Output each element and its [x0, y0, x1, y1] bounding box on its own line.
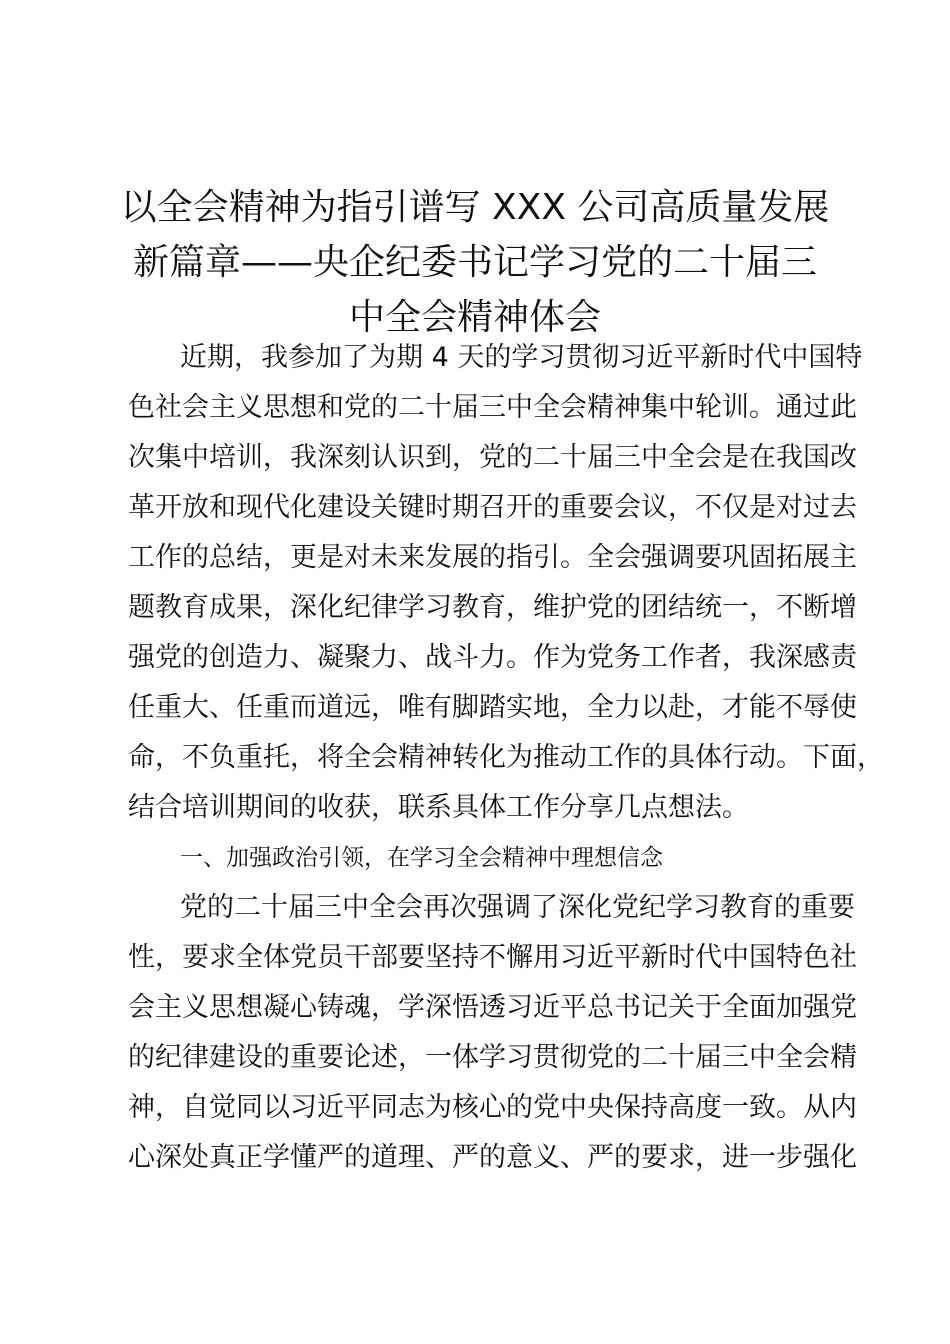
paragraph-2-line-5: 神，自觉同以习近平同志为核心的党中央保持高度一致。从内 [128, 1092, 857, 1123]
paragraph-2-line-3: 会主义思想凝心铸魂，学深悟透习近平总书记关于全面加强党 [128, 992, 857, 1023]
title-line-3: 中全会精神体会 [348, 297, 601, 338]
paragraph-1-line-7: 强党的创造力、凝聚力、战斗力。作为党务工作者，我深感责 [128, 642, 857, 673]
title-line-2: 新篇章——央企纪委书记学习党的二十届三 [132, 242, 817, 283]
document-title [100, 180, 850, 345]
paragraph-1-line-8: 任重大、任重而道远，唯有脚踏实地，全力以赴，才能不辱使 [128, 692, 857, 723]
paragraph-2-line-4: 的纪律建设的重要论述，一体学习贯彻党的二十届三中全会精 [128, 1042, 857, 1073]
title-line-1: 以全会精神为指引谱写 XXX 公司高质量发展 [120, 187, 830, 228]
paragraph-1-line-2: 色社会主义思想和党的二十届三中全会精神集中轮训。通过此 [128, 392, 857, 423]
paragraph-1-line-4: 革开放和现代化建设关键时期召开的重要会议，不仅是对过去 [128, 492, 857, 523]
paragraph-1-line-1: 近期，我参加了为期 4 天的学习贯彻习近平新时代中国特 [180, 342, 863, 373]
paragraph-1-line-5: 工作的总结，更是对未来发展的指引。全会强调要巩固拓展主 [128, 542, 857, 573]
paragraph-1-line-10: 结合培训期间的收获，联系具体工作分享几点想法。 [128, 792, 749, 823]
section-heading-1: 一、加强政治引领，在学习全会精神中理想信念 [180, 845, 663, 871]
document-body [128, 333, 884, 1183]
paragraph-1-line-3: 次集中培训，我深刻认识到，党的二十届三中全会是在我国改 [128, 442, 857, 473]
paragraph-1-line-6: 题教育成果，深化纪律学习教育，维护党的团结统一，不断增 [128, 592, 857, 623]
paragraph-2-line-1: 党的二十届三中全会再次强调了深化党纪学习教育的重要 [180, 892, 855, 923]
paragraph-2-line-2: 性，要求全体党员干部要坚持不懈用习近平新时代中国特色社 [128, 942, 857, 973]
paragraph-2-line-6: 心深处真正学懂严的道理、严的意义、严的要求，进一步强化 [128, 1142, 857, 1173]
paragraph-1-line-9: 命，不负重托，将全会精神转化为推动工作的具体行动。下面， [128, 742, 884, 773]
